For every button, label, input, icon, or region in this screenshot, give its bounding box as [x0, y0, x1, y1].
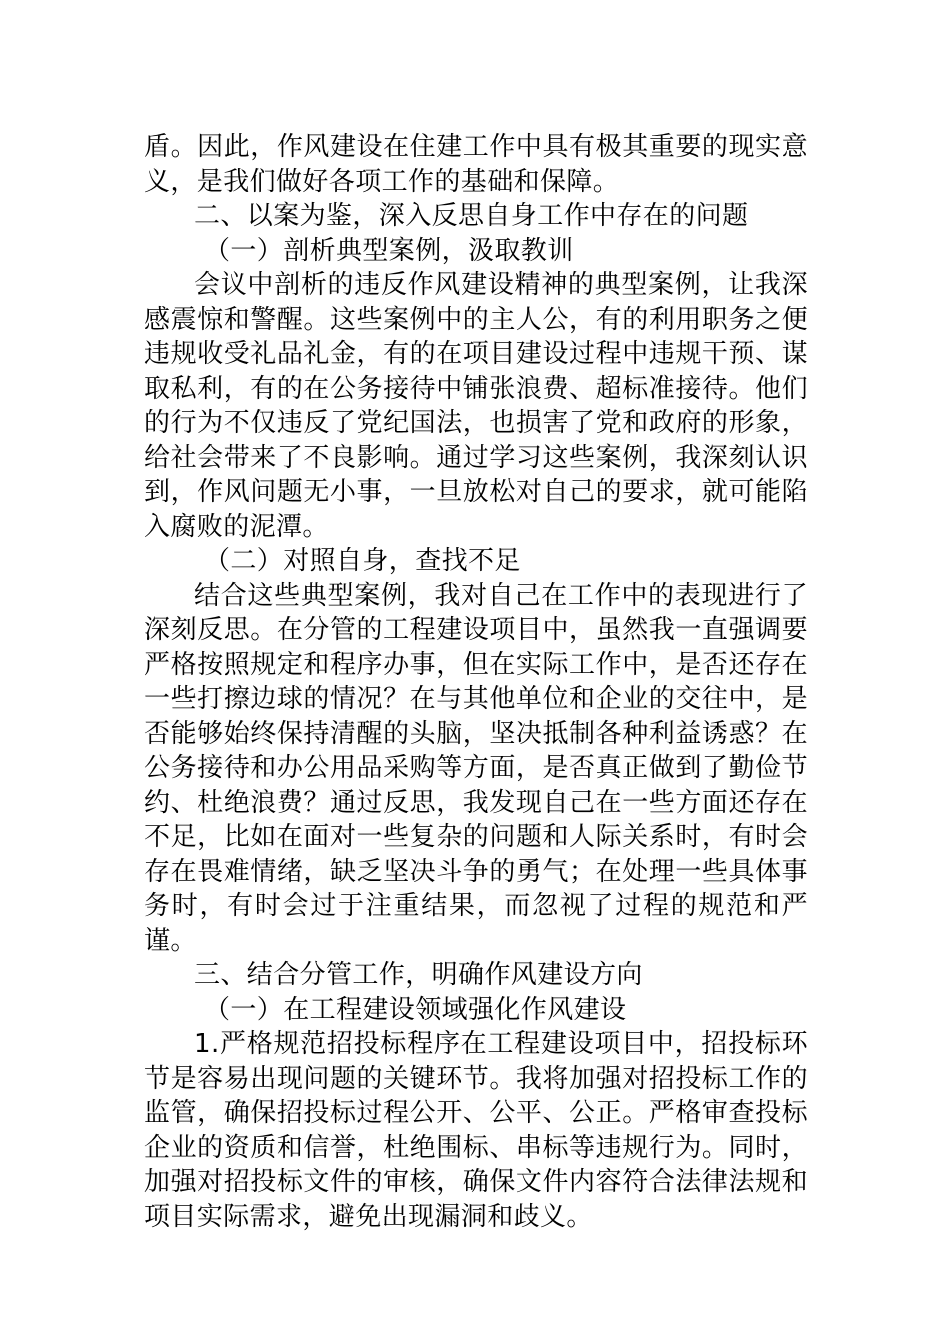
subsection-heading-2-2: （二）对照自身，查找不足	[204, 546, 521, 576]
paragraph-continuation: 盾。因此，作风建设在住建工作中具有极其重要的现实意义，是我们做好各项工作的基础和保障。	[144, 132, 808, 197]
subsection-heading-3-1: （一）在工程建设领域强化作风建设	[204, 994, 627, 1025]
document-body	[144, 130, 808, 1234]
section-heading-3: 三、结合分管工作，明确作风建设方向	[194, 960, 643, 990]
paragraph-bidding: 1.严格规范招投标程序在工程建设项目中，招投标环节是容易出现问题的关键环节。我将加强对招投标工作的监管，确保招投标过程公开、公平、公正。严格审查投标企业的资质和信誉，杜绝围标、串标等违规行为。同时，加强对招投标文件的审核，确保文件内容符合法律法规和项目实际需求，避免出现漏洞和歧义。	[144, 1029, 808, 1232]
subsection-heading-2-1: （一）剖析典型案例，汲取教训	[204, 235, 574, 266]
section-heading-2: 二、以案为鉴，深入反思自身工作中存在的问题	[194, 201, 749, 231]
paragraph-case-analysis: 会议中剖析的违反作风建设精神的典型案例，让我深感震惊和警醒。这些案例中的主人公，有的利用职务之便违规收受礼品礼金，有的在项目建设过程中违规干预、谋取私利，有的在公务接待中铺张浪费、超标准接待。他们的行为不仅违反了党纪国法，也损害了党和政府的形象，给社会带来了不良影响。通过学习这些案例，我深刻认识到，作风问题无小事，一旦放松对自己的要求，就可能陷入腐败的泥潭。	[144, 270, 808, 542]
paragraph-self-reflection: 结合这些典型案例，我对自己在工作中的表现进行了深刻反思。在分管的工程建设项目中，虽然我一直强调要严格按照规定和程序办事，但在实际工作中，是否还存在一些打擦边球的情况？在与其他单位和企业的交往中，是否能够始终保持清醒的头脑，坚决抵制各种利益诱惑？在公务接待和办公用品采购等方面，是否真正做到了勤俭节约、杜绝浪费？通过反思，我发现自己在一些方面还存在不足，比如在面对一些复杂的问题和人际关系时，有时会存在畏难情绪，缺乏坚决斗争的勇气；在处理一些具体事务时，有时会过于注重结果，而忽视了过程的规范和严谨。	[144, 580, 808, 956]
